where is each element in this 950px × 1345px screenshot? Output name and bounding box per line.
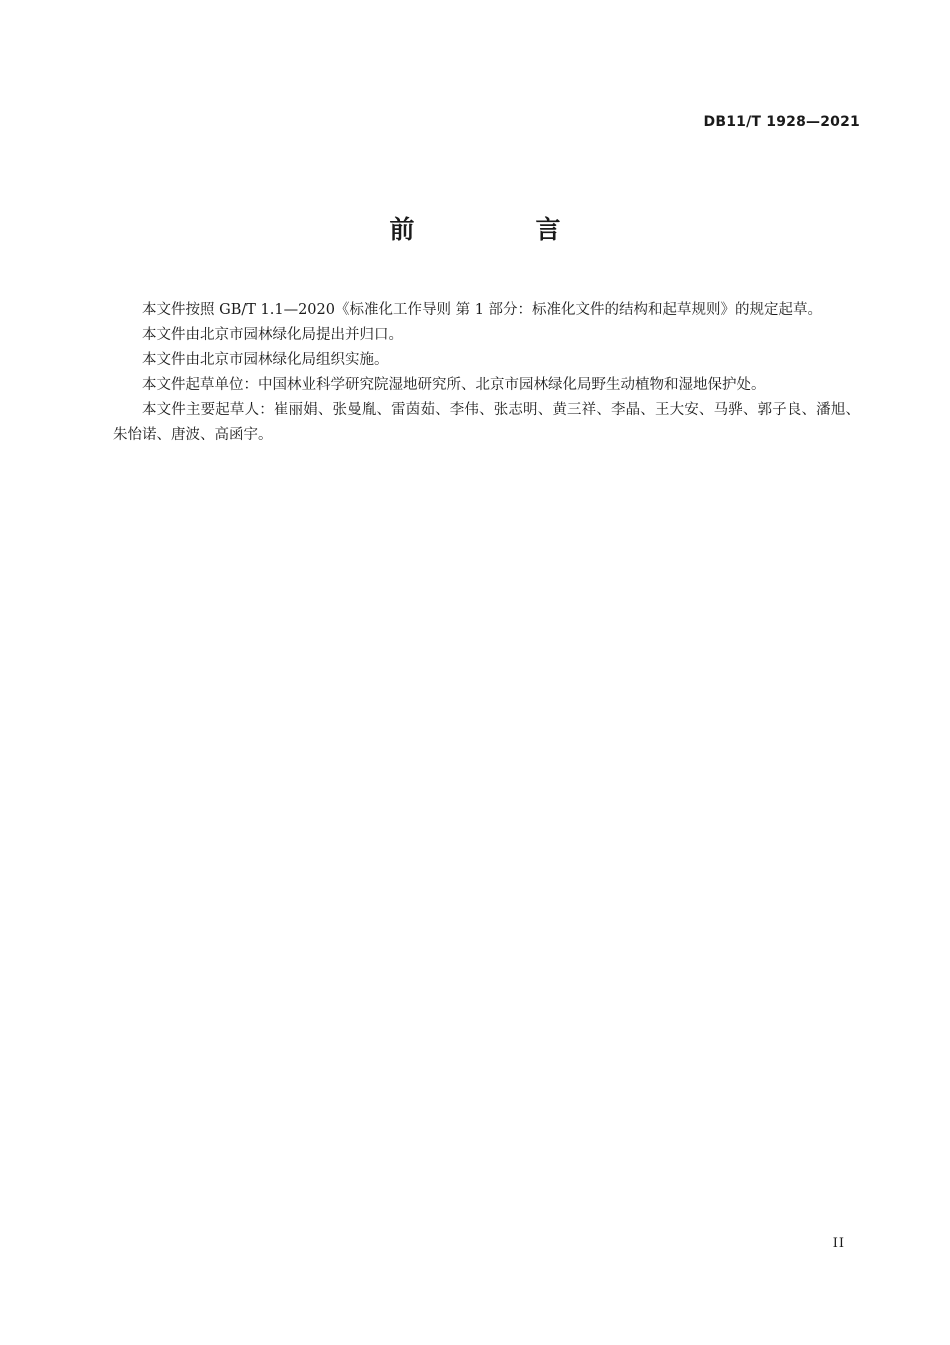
paragraph-proposer: 本文件由北京市园林绿化局提出并归口。 <box>142 327 403 343</box>
paragraph-drafting-units: 本文件起草单位：中国林业科学研究院湿地研究所、北京市园林绿化局野生动植物和湿地保护处。 <box>142 377 766 393</box>
page-number: II <box>832 1236 845 1251</box>
paragraph-drafters: 本文件主要起草人：崔丽娟、张曼胤、雷茵茹、李伟、张志明、黄三祥、李晶、王大安、马骅、郭子良、潘旭、朱怡诺、唐波、高函宇。 <box>113 402 860 443</box>
paragraph-implementer: 本文件由北京市园林绿化局组织实施。 <box>142 352 389 368</box>
document-code: DB11/T 1928—2021 <box>703 114 860 130</box>
page-title: 前 言 <box>389 215 609 244</box>
paragraph-drafting-rules: 本文件按照 GB/T 1.1—2020《标准化工作导则 第 1 部分：标准化文件的结构和起草规则》的规定起草。 <box>142 302 823 318</box>
foreword-body <box>113 298 860 448</box>
